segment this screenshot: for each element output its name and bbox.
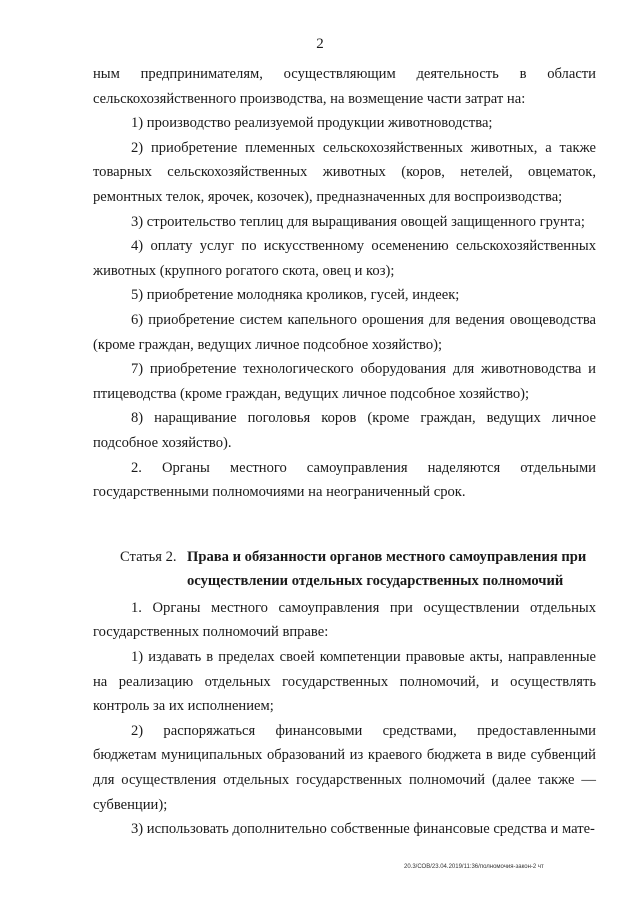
article-title-line2: осуществлении отдельных государственных полномочий: [187, 573, 564, 590]
paragraph: 7) приобретение технологического оборудования для животноводства и птицеводства (кроме граждан, ведущих личное подсобное хозяйство);: [93, 361, 596, 402]
paragraph: ным предпринимателям, осуществляющим деятельность в области сельскохозяйственного производства, на возмещение части затрат на:: [93, 66, 596, 107]
document-body: [93, 62, 596, 842]
article-title-line1: Права и обязанности органов местного самоуправления при: [187, 548, 587, 565]
paragraph: 5) приобретение молодняка кроликов, гусей, индеек;: [131, 287, 460, 304]
article-label: Статья 2.: [120, 548, 177, 565]
paragraph: 3) использовать дополнительно собственные финансовые средства и мате-: [131, 821, 595, 838]
paragraph: 3) строительство теплиц для выращивания овощей защищенного грунта;: [131, 213, 585, 230]
paragraph: 2. Органы местного самоуправления наделяются отдельными государственными полномочиями на неограниченный срок.: [93, 459, 596, 501]
paragraph: 4) оплату услуг по искусственному осеменению сельскохозяйственных животных (крупного рогатого скота, овец и коз);: [93, 238, 596, 279]
document-footer: 20.3/СОВ/23.04.2019/11:36/полномочия-закон-2 чт: [404, 864, 544, 870]
paragraph: 1) издавать в пределах своей компетенции правовые акты, направленные на реализацию отдельных государственных полномочий, и осуществлять контроль за их исполнением;: [93, 649, 596, 715]
paragraph: 2) распоряжаться финансовыми средствами, предоставленными бюджетам муниципальных образований из краевого бюджета в виде субвенций для осуществления отдельных государственных полномочий (далее также — субвенции);: [93, 722, 596, 813]
article-title: [187, 545, 596, 594]
paragraph: 2) приобретение племенных сельскохозяйственных животных, а также товарных сельскохозяйственных животных (коров, нетелей, овцематок, ремонтных телок, ярочек, козочек), предназначенных для воспроизводства;: [93, 139, 596, 205]
paragraph: 1) производство реализуемой продукции животноводства;: [131, 115, 493, 132]
paragraph: 6) приобретение систем капельного орошения для ведения овощеводства (кроме граждан, ведущих личное подсобное хозяйство);: [93, 311, 596, 353]
article-heading: [93, 545, 596, 594]
paragraph: 1. Органы местного самоуправления при осуществлении отдельных государственных полномочий вправе:: [93, 599, 596, 641]
paragraph: 8) наращивание поголовья коров (кроме граждан, ведущих личное подсобное хозяйство).: [93, 410, 596, 451]
page-number: 2: [316, 36, 324, 52]
